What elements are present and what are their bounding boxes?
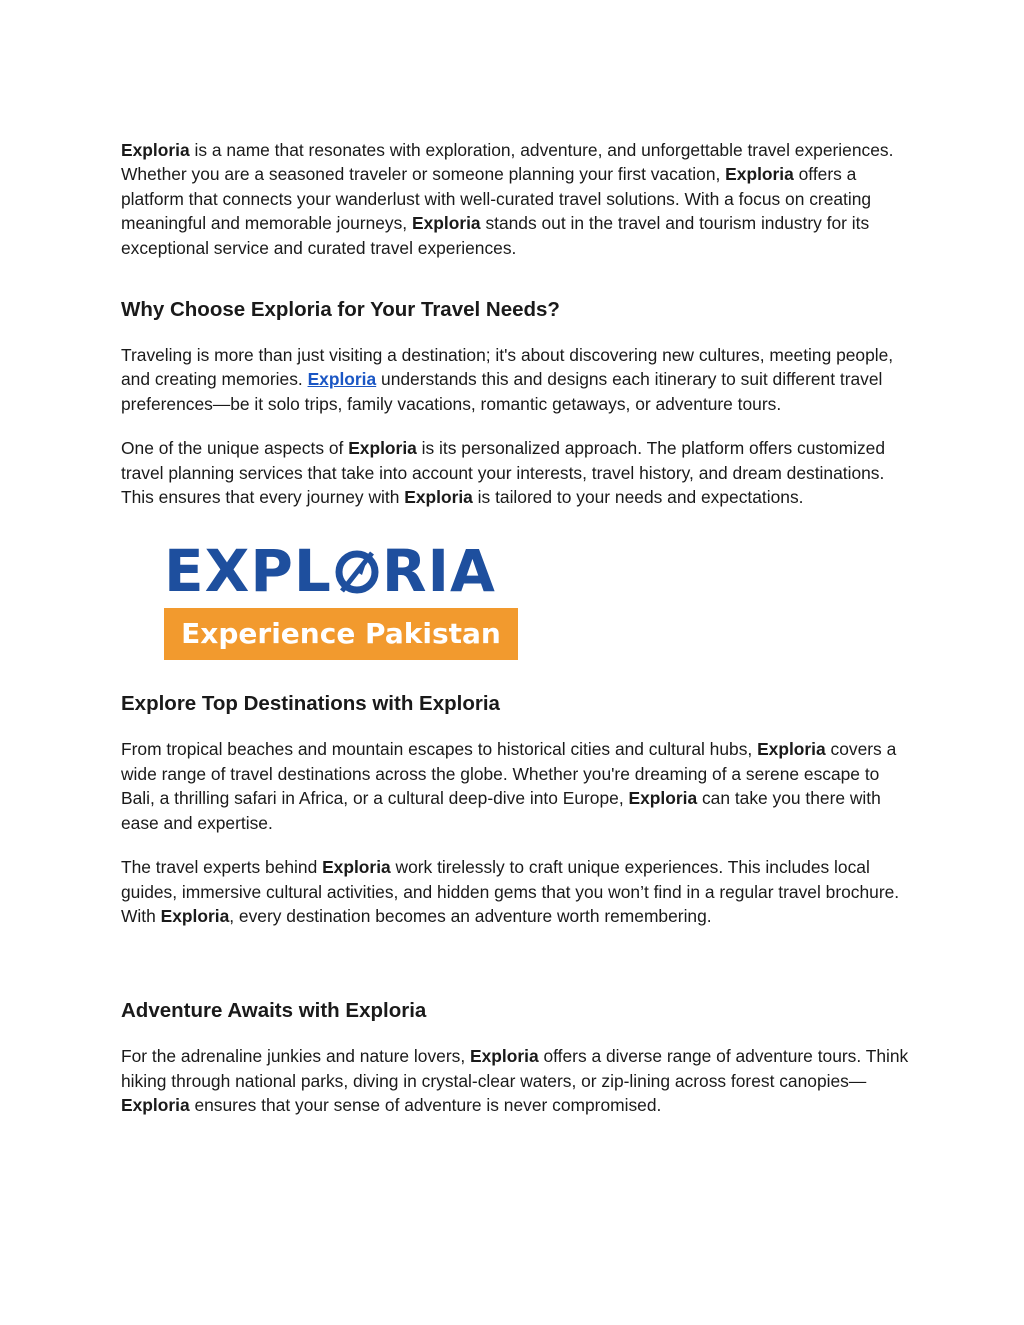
brand-name: Exploria bbox=[404, 487, 473, 508]
brand-name: Exploria bbox=[411, 213, 481, 234]
brand-name: Exploria bbox=[160, 905, 230, 926]
logo-wordmark: EXPL RIA bbox=[164, 537, 496, 606]
adventure-paragraph: For the adrenaline junkies and nature lovers, Exploria offers a diverse range of adventure tours. Think hiking through national parks, diving in crystal-clear waters, or zip-lining across forest canopies—Exploria ensures that your sense of adventure is never compromised. bbox=[121, 1046, 909, 1116]
brand-name: Exploria bbox=[322, 857, 391, 878]
why-choose-heading: Why Choose Exploria for Your Travel Needs? bbox=[121, 298, 560, 322]
brand-name: Exploria bbox=[121, 1095, 190, 1116]
brand-name: Exploria bbox=[470, 1046, 539, 1067]
brand-name: Exploria bbox=[348, 438, 417, 459]
explore-paragraph-1: From tropical beaches and mountain escapes to historical cities and cultural hubs, Exploria covers a wide range of travel destinations across the globe. Whether you're dreaming of a serene escape to Bali, a thrilling safari in Africa, or a cultural deep-dive into Europe, Exploria can take you there with ease and expertise. bbox=[121, 739, 897, 833]
brand-name: Exploria bbox=[121, 140, 190, 160]
explore-paragraph-2: The travel experts behind Exploria work tirelessly to craft unique experiences. This includes local guides, immersive cultural activities, and hidden gems that you won’t find in a regular travel brochure. With Exploria, every destination becomes an adventure worth remembering. bbox=[121, 857, 900, 926]
brand-name: Exploria bbox=[628, 788, 698, 809]
exploria-logo bbox=[164, 537, 518, 660]
explore-destinations-heading: Explore Top Destinations with Exploria bbox=[121, 692, 500, 716]
brand-name: Exploria bbox=[725, 164, 794, 185]
intro-paragraph: Exploria is a name that resonates with exploration, adventure, and unforgettable travel experiences. Whether you are a seasoned traveler or someone planning your first vacation, Exploria offers a platform that connects your wanderlust with well-curated travel solutions. With a focus on creating meaningful and memorable journeys, Exploria stands out in the travel and tourism industry for its exceptional service and curated travel experiences. bbox=[121, 140, 894, 258]
why-paragraph-1: Traveling is more than just visiting a destination; it's about discovering new cultures, meeting people, and creating memories. Exploria understands this and designs each itinerary to suit different travel preferences—be it solo trips, family vacations, romantic getaways, or adventure tours. bbox=[121, 345, 894, 414]
exploria-link[interactable]: Exploria bbox=[307, 369, 377, 390]
document-page bbox=[121, 138, 911, 1118]
why-paragraph-2: One of the unique aspects of Exploria is its personalized approach. The platform offers customized travel planning services that take into account your interests, travel history, and dream destinations. This ensures that every journey with Exploria is tailored to your needs and expectations. bbox=[121, 438, 885, 508]
brand-name: Exploria bbox=[757, 739, 826, 760]
adventure-heading: Adventure Awaits with Exploria bbox=[121, 999, 427, 1023]
logo-tagline-banner: Experience Pakistan bbox=[164, 608, 518, 660]
compass-icon bbox=[334, 545, 380, 597]
